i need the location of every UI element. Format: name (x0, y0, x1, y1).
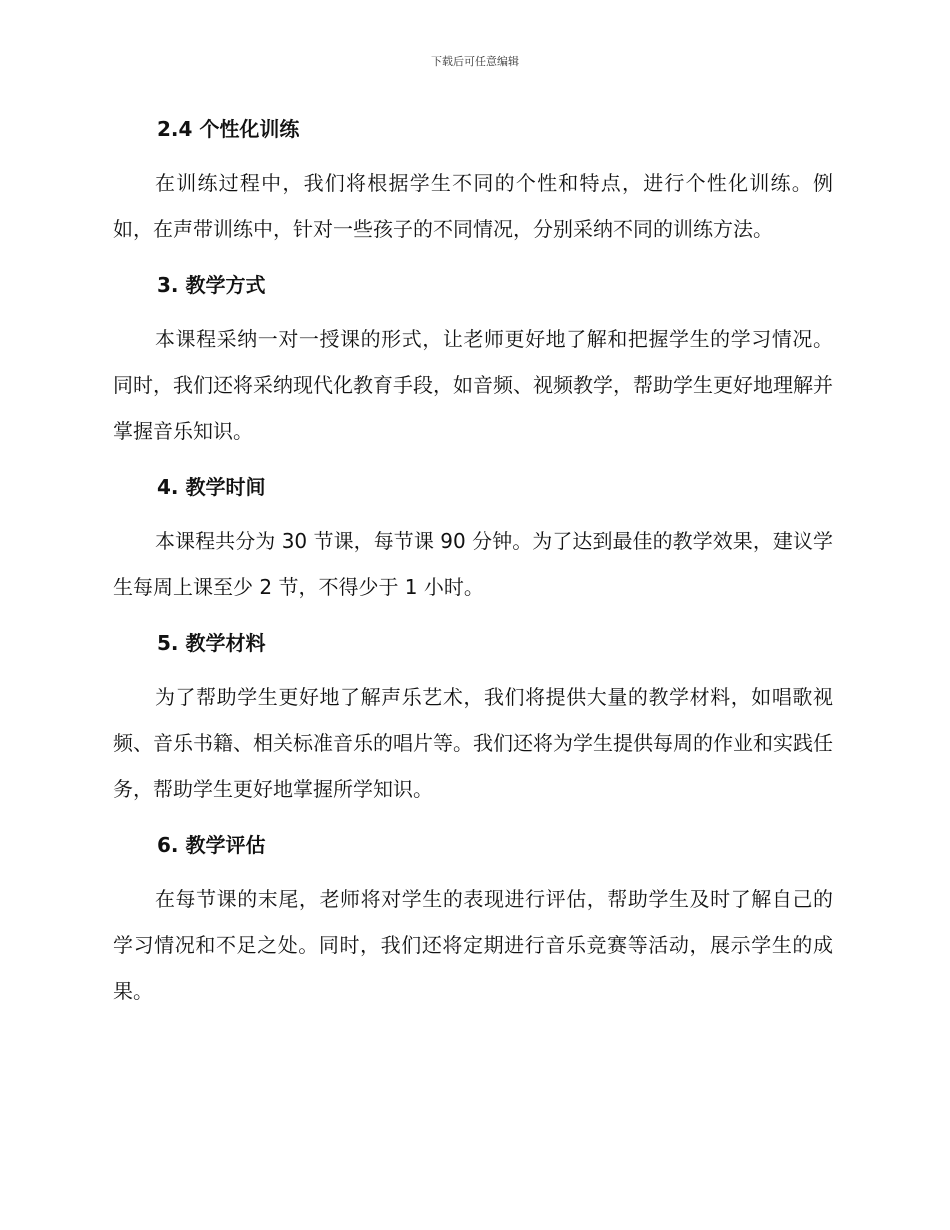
section-heading-teaching-assessment: 6. 教学评估 (157, 833, 266, 857)
section-paragraph-teaching-time: 本课程共分为 30 节课，每节课 90 分钟。为了达到最佳的教学效果，建议学生每周上课至少 2 节，不得少于 1 小时。 (113, 529, 833, 599)
section-heading-teaching-time: 4. 教学时间 (157, 475, 266, 499)
document-body (113, 110, 833, 1014)
section-heading-personalized-training: 2.4 个性化训练 (157, 117, 300, 141)
section-heading-teaching-materials: 5. 教学材料 (157, 631, 266, 655)
page-header: 下载后可任意编辑 (431, 55, 519, 68)
section-paragraph-teaching-assessment: 在每节课的末尾，老师将对学生的表现进行评估，帮助学生及时了解自己的学习情况和不足之处。同时，我们还将定期进行音乐竞赛等活动，展示学生的成果。 (113, 887, 833, 1003)
section-heading-teaching-method: 3. 教学方式 (157, 273, 266, 297)
section-paragraph-teaching-materials: 为了帮助学生更好地了解声乐艺术，我们将提供大量的教学材料，如唱歌视频、音乐书籍、相关标准音乐的唱片等。我们还将为学生提供每周的作业和实践任务，帮助学生更好地掌握所学知识。 (113, 685, 833, 801)
section-paragraph-teaching-method: 本课程采纳一对一授课的形式，让老师更好地了解和把握学生的学习情况。同时，我们还将采纳现代化教育手段，如音频、视频教学，帮助学生更好地理解并掌握音乐知识。 (113, 327, 833, 443)
section-paragraph-personalized-training: 在训练过程中，我们将根据学生不同的个性和特点，进行个性化训练。例如，在声带训练中，针对一些孩子的不同情况，分别采纳不同的训练方法。 (113, 171, 833, 241)
